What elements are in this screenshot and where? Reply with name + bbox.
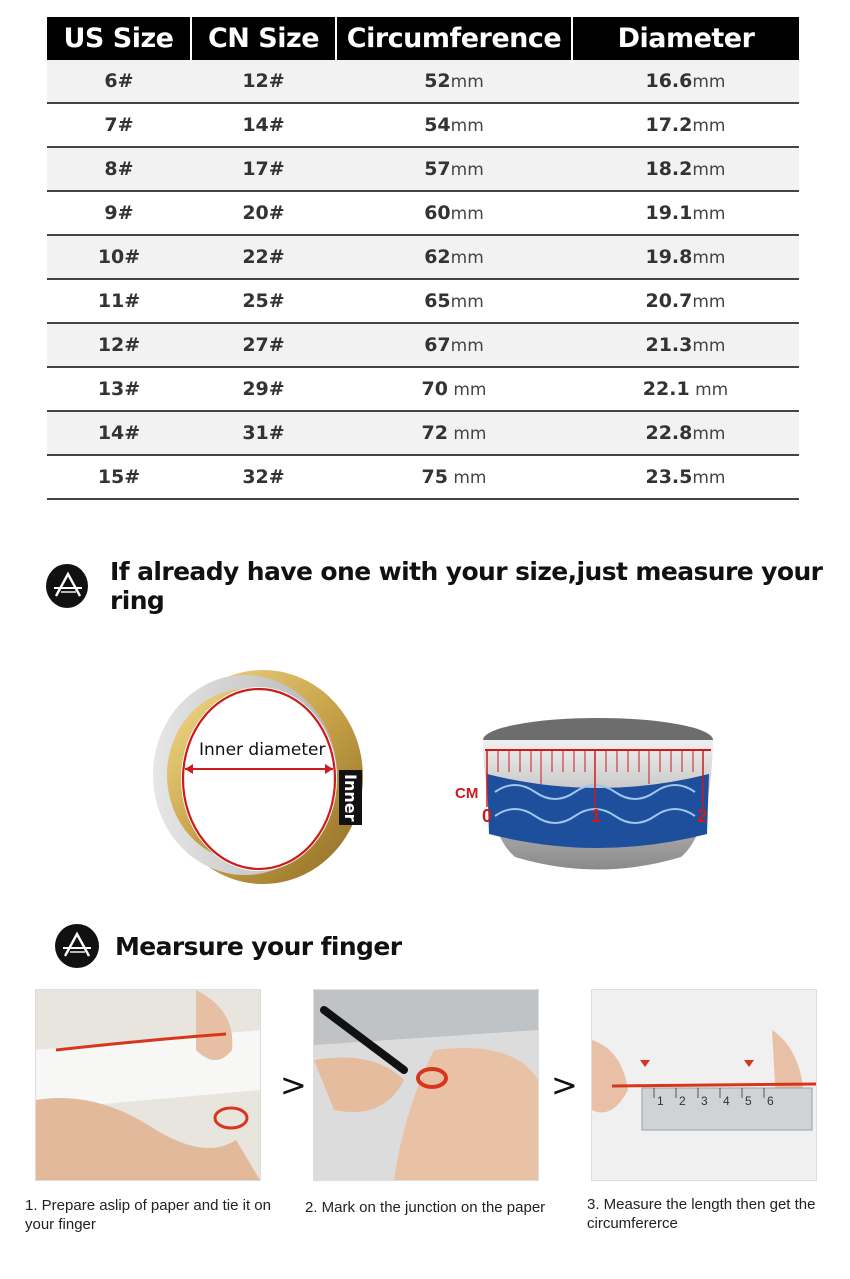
cell-us-size — [47, 455, 191, 499]
table-row — [47, 147, 799, 191]
table-row — [47, 411, 799, 455]
cell-circumference — [336, 323, 572, 367]
ruler-mark-2: 2 — [697, 806, 708, 826]
table-row — [47, 191, 799, 235]
cell-cn-size — [191, 323, 336, 367]
cell-us-size-value: 8# — [104, 158, 134, 180]
cell-cn-size-value: 29# — [242, 378, 285, 400]
cell-diameter-value: 19.8 — [645, 246, 693, 268]
cell-cn-size — [191, 411, 336, 455]
cell-diameter-unit: mm — [692, 336, 726, 356]
cell-cn-size — [191, 367, 336, 411]
cell-circumference-unit: mm — [447, 380, 487, 400]
cell-us-size — [47, 103, 191, 147]
cell-us-size-value: 9# — [104, 202, 134, 224]
cell-cn-size-value: 22# — [242, 246, 285, 268]
section-title: Mearsure your finger — [115, 931, 402, 961]
step-arrow-2: > — [551, 1066, 578, 1104]
table-row — [47, 103, 799, 147]
step-1-caption: 1. Prepare aslip of paper and tie it on your finger — [25, 1197, 271, 1233]
cell-circumference-unit: mm — [450, 160, 484, 180]
inner-tag: Inner — [339, 770, 362, 825]
cell-diameter-unit: mm — [692, 248, 726, 268]
cell-circumference-value: 75 — [421, 466, 448, 488]
cell-circumference — [336, 103, 572, 147]
cell-us-size — [47, 279, 191, 323]
ruler-unit-label: CM — [455, 785, 479, 802]
cell-cn-size-value: 27# — [242, 334, 285, 356]
cell-diameter — [572, 60, 799, 103]
cell-diameter — [572, 235, 799, 279]
cell-circumference-value: 54 — [424, 114, 451, 136]
cell-diameter-unit: mm — [692, 72, 726, 92]
cell-cn-size-value: 20# — [242, 202, 285, 224]
cell-diameter — [572, 191, 799, 235]
cell-cn-size — [191, 60, 336, 103]
step-1-photo — [35, 989, 261, 1181]
cell-diameter — [572, 411, 799, 455]
cell-circumference — [336, 279, 572, 323]
cell-cn-size-value: 32# — [242, 466, 285, 488]
cell-us-size-value: 7# — [104, 114, 134, 136]
cell-cn-size — [191, 147, 336, 191]
table-row — [47, 279, 799, 323]
cell-us-size — [47, 191, 191, 235]
cell-circumference-unit: mm — [450, 336, 484, 356]
cell-cn-size-value: 31# — [242, 422, 285, 444]
cell-circumference — [336, 191, 572, 235]
cell-diameter — [572, 367, 799, 411]
ruler-mark-0: 0 — [482, 806, 493, 826]
cell-cn-size-value: 12# — [242, 70, 285, 92]
ruler-number-6: 6 — [767, 1094, 774, 1108]
step-2-caption: 2. Mark on the junction on the paper — [305, 1199, 546, 1216]
cell-us-size — [47, 235, 191, 279]
cell-circumference — [336, 235, 572, 279]
table-row — [47, 455, 799, 499]
cell-circumference-value: 57 — [424, 158, 451, 180]
cell-us-size-value: 11# — [97, 290, 141, 312]
gold-ring-image — [133, 657, 373, 892]
cell-us-size — [47, 147, 191, 191]
cell-cn-size — [191, 191, 336, 235]
cell-us-size-value: 13# — [97, 378, 141, 400]
header-circumference: Circumference — [336, 17, 572, 60]
ring-size-table — [47, 17, 799, 500]
table-row — [47, 60, 799, 103]
header-diameter: Diameter — [572, 17, 799, 60]
cell-circumference-value: 60 — [424, 202, 451, 224]
cell-circumference-value: 62 — [424, 246, 451, 268]
cell-diameter — [572, 279, 799, 323]
cell-us-size — [47, 60, 191, 103]
cell-diameter-value: 20.7 — [645, 290, 693, 312]
cell-circumference-value: 65 — [424, 290, 451, 312]
cell-diameter-unit: mm — [692, 160, 726, 180]
cell-circumference-value: 52 — [424, 70, 451, 92]
cell-us-size-value: 14# — [97, 422, 141, 444]
cell-cn-size — [191, 103, 336, 147]
section-measure-finger-heading — [55, 924, 401, 968]
inner-diameter-label: Inner diameter — [199, 740, 326, 760]
section-title: If already have one with your size,just measure your ring — [110, 557, 823, 615]
table-row — [47, 367, 799, 411]
cell-cn-size-value: 14# — [242, 114, 285, 136]
cell-circumference-unit: mm — [450, 204, 484, 224]
cell-diameter-value: 17.2 — [645, 114, 693, 136]
cell-cn-size — [191, 455, 336, 499]
cell-diameter-value: 19.1 — [645, 202, 693, 224]
header-cn-size: CN Size — [191, 17, 336, 60]
section-measure-ring-heading — [46, 557, 850, 615]
table-row — [47, 235, 799, 279]
ruler-number-5: 5 — [745, 1094, 752, 1108]
table-header-row — [47, 17, 799, 60]
cell-diameter-value: 22.8 — [645, 422, 693, 444]
cell-circumference — [336, 455, 572, 499]
cell-circumference-unit: mm — [447, 468, 487, 488]
cell-circumference-unit: mm — [450, 248, 484, 268]
cell-circumference-value: 72 — [421, 422, 448, 444]
cell-diameter-value: 18.2 — [645, 158, 693, 180]
ruler-number-3: 3 — [701, 1094, 708, 1108]
step-3-caption: 3. Measure the length then get the circumfererce — [587, 1196, 816, 1232]
brand-logo-icon — [46, 564, 88, 608]
step-2-photo — [313, 989, 539, 1181]
cell-diameter-unit: mm — [689, 380, 729, 400]
cell-circumference-value: 70 — [421, 378, 448, 400]
ruler-mark-1: 1 — [591, 806, 602, 826]
cell-diameter-unit: mm — [692, 204, 726, 224]
ruler-number-2: 2 — [679, 1094, 686, 1108]
cell-circumference — [336, 147, 572, 191]
cell-diameter-unit: mm — [692, 424, 726, 444]
cell-us-size-value: 6# — [104, 70, 134, 92]
blue-ring-image — [455, 712, 725, 877]
cell-diameter-value: 16.6 — [645, 70, 693, 92]
header-us-size: US Size — [47, 17, 191, 60]
step-arrow-1: > — [280, 1066, 307, 1104]
cell-circumference — [336, 411, 572, 455]
cell-us-size-value: 12# — [97, 334, 141, 356]
cell-circumference-unit: mm — [450, 292, 484, 312]
cell-cn-size — [191, 235, 336, 279]
ruler-number-4: 4 — [723, 1094, 730, 1108]
ruler-number-1: 1 — [657, 1094, 664, 1108]
cell-diameter-value: 23.5 — [645, 466, 693, 488]
cell-diameter-unit: mm — [692, 116, 726, 136]
table-body — [47, 60, 799, 499]
cell-diameter — [572, 455, 799, 499]
cell-circumference — [336, 367, 572, 411]
cell-diameter-unit: mm — [692, 468, 726, 488]
cell-diameter-unit: mm — [692, 292, 726, 312]
cell-circumference — [336, 60, 572, 103]
cell-us-size — [47, 367, 191, 411]
cell-us-size — [47, 411, 191, 455]
cell-circumference-unit: mm — [450, 116, 484, 136]
cell-cn-size — [191, 279, 336, 323]
cell-circumference-value: 67 — [424, 334, 451, 356]
cell-circumference-unit: mm — [447, 424, 487, 444]
brand-logo-icon — [55, 924, 99, 968]
cell-us-size-value: 10# — [97, 246, 141, 268]
cell-diameter — [572, 147, 799, 191]
cell-diameter-value: 21.3 — [645, 334, 693, 356]
cell-diameter — [572, 103, 799, 147]
table-row — [47, 323, 799, 367]
cell-circumference-unit: mm — [450, 72, 484, 92]
cell-cn-size-value: 25# — [242, 290, 285, 312]
cell-diameter — [572, 323, 799, 367]
cell-us-size-value: 15# — [97, 466, 141, 488]
cell-diameter-value: 22.1 — [642, 378, 690, 400]
cell-us-size — [47, 323, 191, 367]
step-3-photo — [591, 989, 817, 1181]
cell-cn-size-value: 17# — [242, 158, 285, 180]
